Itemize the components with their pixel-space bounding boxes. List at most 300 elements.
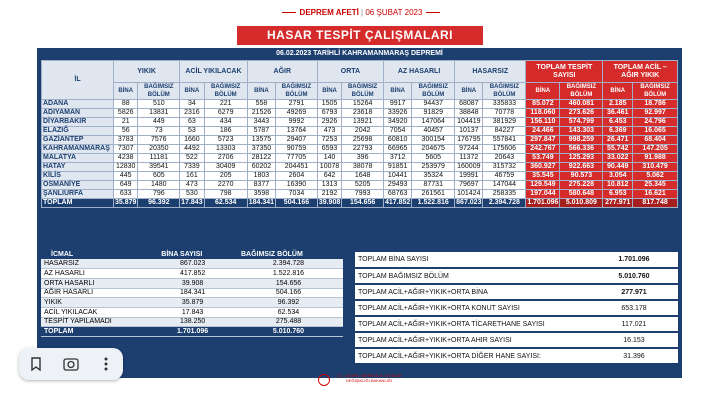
value-cell: 273.626 [560, 109, 603, 118]
value-cell: 2706 [204, 154, 247, 163]
value-cell: 30409 [204, 163, 247, 172]
col-bagimsiz: BAĞIMSIZ BÖLÜM [483, 83, 526, 100]
summary-value: 277.971 [590, 284, 678, 300]
summary-label: TOPLAM BAĞIMSIZ BÖLÜM [355, 268, 590, 284]
value-cell: 10.812 [603, 181, 633, 190]
value-cell: 90759 [276, 145, 318, 154]
ical-row [41, 259, 343, 269]
ical-row [41, 317, 343, 327]
value-cell: 38848 [455, 109, 483, 118]
value-cell: 125.293 [560, 154, 603, 163]
value-cell: 1648 [342, 172, 384, 181]
value-cell: 186 [204, 127, 247, 136]
total-cell: 154.656 [342, 199, 384, 208]
value-cell: 258335 [483, 190, 526, 199]
ical-value: 504.166 [231, 288, 343, 298]
value-cell: 147.205 [633, 145, 678, 154]
value-cell: 21 [114, 118, 138, 127]
value-cell: 35.545 [526, 172, 560, 181]
value-cell: 633 [114, 190, 138, 199]
ical-row [41, 269, 343, 279]
total-cell: 184.341 [248, 199, 275, 206]
table-row [42, 145, 678, 154]
value-cell: 25698 [342, 136, 384, 145]
value-cell: 13575 [247, 136, 275, 145]
value-cell: 4238 [114, 154, 138, 163]
table-row [42, 172, 678, 181]
ical-total-row [41, 327, 343, 337]
total-cell: 1.522.816 [412, 199, 455, 208]
page-title: HASAR TESPİT ÇALIŞMALARI [237, 26, 483, 45]
value-cell: 5205 [342, 181, 384, 190]
value-cell: 460.081 [560, 100, 603, 109]
ical-value: 184.341 [151, 288, 231, 298]
date-label: 06 ŞUBAT 2023 [365, 8, 423, 17]
value-cell: 46759 [483, 172, 526, 181]
province-cell: OSMANİYE [42, 181, 114, 190]
value-cell: 60202 [247, 163, 275, 172]
value-cell: 143.303 [560, 127, 603, 136]
table-row [42, 100, 678, 109]
value-cell: 3712 [384, 154, 412, 163]
header-bar: DEPREM AFETİ | 06 ŞUBAT 2023 [0, 8, 722, 17]
value-cell: 60810 [384, 136, 412, 145]
table-subtitle: 06.02.2023 TARİHLİ KAHRAMANMARAŞ DEPREMİ [276, 50, 443, 57]
value-cell: 12830 [114, 163, 138, 172]
col-bina: BİNA [180, 83, 204, 100]
total-cell: 62.534 [204, 199, 247, 208]
value-cell: 94437 [412, 100, 455, 109]
value-cell: 2791 [276, 100, 318, 109]
value-cell: 2192 [317, 190, 341, 199]
summary-row [355, 300, 678, 316]
value-cell: 26.471 [603, 136, 633, 145]
ical-label: ACİL YIKILACAK [41, 307, 151, 317]
value-cell: 55.742 [603, 145, 633, 154]
total-cell: 417.852 [385, 199, 411, 206]
ical-row [41, 307, 343, 317]
table-row [42, 154, 678, 163]
col-bina: BİNA [526, 83, 560, 100]
col-bagimsiz: BAĞIMSIZ BÖLÜM [560, 83, 603, 100]
total-cell: 39.908 [318, 199, 341, 206]
summary-label: TOPLAM ACİL+AĞIR+YIKIK+ORTA AHIR SAYISI [355, 332, 590, 348]
ical-value: 417.852 [151, 269, 231, 279]
value-cell: 1505 [317, 100, 341, 109]
value-cell: 147044 [483, 181, 526, 190]
value-cell: 33.022 [603, 154, 633, 163]
value-cell: 4492 [180, 145, 204, 154]
ical-value: 17.843 [151, 307, 231, 317]
col-bina: BİNA [384, 83, 412, 100]
value-cell: 197.044 [526, 190, 560, 199]
value-cell: 510 [138, 100, 180, 109]
ical-value: 39.908 [151, 278, 231, 288]
value-cell: 11372 [455, 154, 483, 163]
summary-row [355, 316, 678, 332]
value-cell: 34 [180, 100, 204, 109]
summary-label: TOPLAM ACİL+AĞIR+YIKIK+ORTA DİĞER HANE SAYISI: [355, 348, 590, 364]
value-cell: 3598 [247, 190, 275, 199]
value-cell: 68763 [384, 190, 412, 199]
more-icon[interactable] [95, 353, 117, 375]
value-cell: 335833 [483, 100, 526, 109]
table-row [42, 181, 678, 190]
ical-value: 96.392 [231, 298, 343, 308]
value-cell: 84227 [483, 127, 526, 136]
value-cell: 38078 [342, 163, 384, 172]
value-cell: 205 [204, 172, 247, 181]
total-cell: 1.701.096 [527, 199, 559, 206]
value-cell: 29407 [276, 136, 318, 145]
value-cell: 558 [247, 100, 275, 109]
value-cell: 53.749 [526, 154, 560, 163]
ical-value: 275.488 [231, 317, 343, 327]
value-cell: 473 [317, 127, 341, 136]
value-cell: 434 [204, 118, 247, 127]
col-bagimsiz: BAĞIMSIZ BÖLÜM [412, 83, 455, 100]
value-cell: 161 [180, 172, 204, 181]
table-row [42, 190, 678, 199]
summary-row [355, 268, 678, 284]
value-cell: 7253 [317, 136, 341, 145]
summary-value: 5.010.760 [590, 268, 678, 284]
table-row [42, 109, 678, 118]
province-cell: HATAY [42, 163, 114, 172]
value-cell: 104419 [455, 118, 483, 127]
value-cell: 40457 [412, 127, 455, 136]
value-cell: 1803 [247, 172, 275, 181]
value-cell: 140 [317, 154, 341, 163]
province-cell: ADANA [42, 100, 114, 109]
col-bagimsiz: BAĞIMSIZ BÖLÜM [342, 83, 384, 100]
col-group-total-heavy: TOPLAM ACİL – AĞIR YIKIK [603, 61, 678, 83]
col-il: İL [42, 61, 114, 100]
province-cell: KAHRAMANMARAŞ [42, 145, 114, 154]
value-cell: 297.847 [526, 136, 560, 145]
value-cell: 85.072 [526, 100, 560, 109]
value-cell: 10137 [455, 127, 483, 136]
province-cell: ELAZIĞ [42, 127, 114, 136]
total-cell: 5.010.809 [560, 199, 603, 208]
value-cell: 2604 [276, 172, 318, 181]
value-cell: 176795 [455, 136, 483, 145]
table-row [42, 136, 678, 145]
total-cell: 867.023 [456, 199, 482, 206]
col-bagimsiz: BAĞIMSIZ BÖLÜM [633, 83, 678, 100]
value-cell: 360.927 [526, 163, 560, 172]
value-cell: 1313 [317, 181, 341, 190]
value-cell: 68.404 [633, 136, 678, 145]
col-bina: BİNA [114, 83, 138, 100]
value-cell: 310.479 [633, 163, 678, 172]
value-cell: 87731 [412, 181, 455, 190]
ical-value: 1.522.816 [231, 269, 343, 279]
value-cell: 13921 [342, 118, 384, 127]
summary-label: TOPLAM BİNA SAYISI [355, 252, 590, 268]
value-cell: 23618 [342, 109, 384, 118]
value-cell: 6593 [317, 145, 341, 154]
value-cell: 253979 [412, 163, 455, 172]
value-cell: 530 [180, 190, 204, 199]
value-cell: 3443 [247, 118, 275, 127]
value-cell: 63 [180, 118, 204, 127]
value-cell: 798 [204, 190, 247, 199]
value-cell: 35324 [412, 172, 455, 181]
value-cell: 2042 [342, 127, 384, 136]
value-cell: 7054 [384, 127, 412, 136]
province-cell: DİYARBAKIR [42, 118, 114, 127]
value-cell: 2926 [317, 118, 341, 127]
lens-icon[interactable] [60, 353, 82, 375]
value-cell: 97244 [455, 145, 483, 154]
total-cell: 2.394.728 [483, 199, 526, 208]
ical-header: BAĞIMSIZ BÖLÜM [231, 250, 343, 259]
value-cell: 91851 [384, 163, 412, 172]
value-cell: 396 [342, 154, 384, 163]
col-bagimsiz: BAĞIMSIZ BÖLÜM [276, 83, 318, 100]
ministry-label: T.C. ÇEVRE, ŞEHİRCİLİK VE İKLİM DEĞİŞİKLİĞİ BAKANLIĞI [336, 373, 402, 383]
value-cell: 5787 [247, 127, 275, 136]
total-cell: 17.843 [181, 199, 203, 206]
value-cell: 275.228 [560, 181, 603, 190]
ical-total-label: TOPLAM [41, 327, 151, 337]
value-cell: 68087 [455, 100, 483, 109]
province-cell: GAZİANTEP [42, 136, 114, 145]
value-cell: 5723 [204, 136, 247, 145]
value-cell: 5605 [412, 154, 455, 163]
value-cell: 449 [138, 118, 180, 127]
value-cell: 9917 [384, 100, 412, 109]
value-cell: 129.549 [526, 181, 560, 190]
value-cell: 261561 [412, 190, 455, 199]
value-cell: 6279 [204, 109, 247, 118]
value-cell: 156.110 [526, 118, 560, 127]
value-cell: 642 [317, 172, 341, 181]
value-cell: 36.461 [603, 109, 633, 118]
value-cell: 2316 [180, 109, 204, 118]
value-cell: 66965 [384, 145, 412, 154]
ical-total-value: 5.010.760 [231, 327, 343, 337]
value-cell: 5.062 [633, 172, 678, 181]
col-bina: BİNA [603, 83, 633, 100]
value-cell: 56 [114, 127, 138, 136]
value-cell: 13764 [276, 127, 318, 136]
col-bagimsiz: BAĞIMSIZ BÖLÜM [138, 83, 180, 100]
value-cell: 557841 [483, 136, 526, 145]
value-cell: 5826 [114, 109, 138, 118]
summary-value: 16.153 [590, 332, 678, 348]
col-group: AZ HASARLI [384, 61, 455, 83]
summary-value: 1.701.096 [590, 252, 678, 268]
province-cell: ADIYAMAN [42, 109, 114, 118]
value-cell: 22793 [342, 145, 384, 154]
total-cell: 277.971 [603, 199, 633, 208]
value-cell: 6793 [317, 109, 341, 118]
value-cell: 10078 [317, 163, 341, 172]
value-cell: 796 [138, 190, 180, 199]
value-cell: 566.336 [560, 145, 603, 154]
value-cell: 34920 [384, 118, 412, 127]
table-row [42, 118, 678, 127]
ical-label: AZ HASARLI [41, 269, 151, 279]
value-cell: 160009 [455, 163, 483, 172]
value-cell: 1660 [180, 136, 204, 145]
value-cell: 10441 [384, 172, 412, 181]
value-cell: 9992 [276, 118, 318, 127]
value-cell: 6.453 [603, 118, 633, 127]
ical-header: BİNA SAYISI [151, 250, 231, 259]
value-cell: 649 [114, 181, 138, 190]
ical-value: 154.656 [231, 278, 343, 288]
table-row [42, 127, 678, 136]
total-cell: 96.392 [138, 199, 180, 208]
value-cell: 24.466 [526, 127, 560, 136]
summary-icmal-table [41, 250, 343, 337]
value-cell: 7307 [114, 145, 138, 154]
total-row [42, 199, 678, 208]
value-cell: 20350 [138, 145, 180, 154]
summary-row [355, 284, 678, 300]
ical-label: TESPİT YAPILAMADI [41, 317, 151, 327]
value-cell: 6.953 [603, 190, 633, 199]
value-cell: 16.065 [633, 127, 678, 136]
value-cell: 118.060 [526, 109, 560, 118]
value-cell: 18.786 [633, 100, 678, 109]
value-cell: 605 [138, 172, 180, 181]
value-cell: 580.648 [560, 190, 603, 199]
col-group: ACİL YIKILACAK [180, 61, 248, 83]
value-cell: 70778 [483, 109, 526, 118]
value-cell: 204675 [412, 145, 455, 154]
col-group: AĞIR [247, 61, 317, 83]
summary-label: TOPLAM ACİL+AĞIR+YIKIK+ORTA TİCARETHANE SAYISI [355, 316, 590, 332]
value-cell: 79697 [455, 181, 483, 190]
damage-table [41, 60, 678, 208]
ical-row [41, 288, 343, 298]
col-bina: BİNA [247, 83, 275, 100]
value-cell: 204451 [276, 163, 318, 172]
value-cell: 7993 [342, 190, 384, 199]
event-label: DEPREM AFETİ [299, 8, 359, 17]
summary-label: TOPLAM ACİL+AĞIR+YIKIK+ORTA KONUT SAYISI [355, 300, 590, 316]
province-cell: ŞANLIURFA [42, 190, 114, 199]
value-cell: 88 [114, 100, 138, 109]
value-cell: 28122 [247, 154, 275, 163]
value-cell: 574.799 [560, 118, 603, 127]
value-cell: 15264 [342, 100, 384, 109]
summary-label: TOPLAM ACİL+AĞIR+YIKIK+ORTA BİNA [355, 284, 590, 300]
value-cell: 2.185 [603, 100, 633, 109]
value-cell: 91.988 [633, 154, 678, 163]
value-cell: 2270 [204, 181, 247, 190]
value-cell: 445 [114, 172, 138, 181]
province-cell: KİLİS [42, 172, 114, 181]
col-bina: BİNA [317, 83, 341, 100]
value-cell: 24.796 [633, 118, 678, 127]
province-cell: MALATYA [42, 154, 114, 163]
table-row [42, 163, 678, 172]
value-cell: 53 [180, 127, 204, 136]
total-cell: 504.166 [276, 199, 318, 208]
value-cell: 7034 [276, 190, 318, 199]
value-cell: 21526 [247, 109, 275, 118]
col-bagimsiz: BAĞIMSIZ BÖLÜM [204, 83, 247, 100]
value-cell: 92.997 [633, 109, 678, 118]
value-cell: 300154 [412, 136, 455, 145]
value-cell: 90.573 [560, 172, 603, 181]
value-cell: 3783 [114, 136, 138, 145]
summary-value: 653.178 [590, 300, 678, 316]
image-toolbar [19, 348, 123, 380]
value-cell: 73 [138, 127, 180, 136]
value-cell: 7339 [180, 163, 204, 172]
value-cell: 381929 [483, 118, 526, 127]
value-cell: 3.054 [603, 172, 633, 181]
value-cell: 473 [180, 181, 204, 190]
ical-label: ORTA HASARLI [41, 278, 151, 288]
ical-value: 2.394.728 [231, 259, 343, 269]
ical-label: HASARSIZ [41, 259, 151, 269]
col-bina: BİNA [455, 83, 483, 100]
ical-value: 62.534 [231, 307, 343, 317]
ical-label: YIKIK [41, 298, 151, 308]
total-label: TOPLAM [42, 199, 114, 208]
value-cell: 6.369 [603, 127, 633, 136]
value-cell: 1480 [138, 181, 180, 190]
value-cell: 29493 [384, 181, 412, 190]
value-cell: 242.767 [526, 145, 560, 154]
total-cell: 35.879 [115, 199, 137, 206]
ical-header: İCMAL [41, 250, 151, 259]
value-cell: 7576 [138, 136, 180, 145]
value-cell: 39541 [138, 163, 180, 172]
value-cell: 175606 [483, 145, 526, 154]
value-cell: 25.345 [633, 181, 678, 190]
value-cell: 33926 [384, 109, 412, 118]
summary-row [355, 332, 678, 348]
value-cell: 49269 [276, 109, 318, 118]
ical-value: 138.250 [151, 317, 231, 327]
summary-row [355, 348, 678, 364]
ical-row [41, 278, 343, 288]
value-cell: 90.449 [603, 163, 633, 172]
value-cell: 20643 [483, 154, 526, 163]
value-cell: 37350 [247, 145, 275, 154]
value-cell: 11181 [138, 154, 180, 163]
value-cell: 19991 [455, 172, 483, 181]
col-group: ORTA [317, 61, 383, 83]
bookmark-icon[interactable] [25, 353, 47, 375]
total-cell: 817.748 [633, 199, 678, 208]
summary-value: 117.021 [590, 316, 678, 332]
ical-value: 35.879 [151, 298, 231, 308]
value-cell: 315732 [483, 163, 526, 172]
ical-row [41, 298, 343, 308]
totals-table [355, 252, 678, 365]
col-group: YIKIK [114, 61, 180, 83]
summary-row [355, 252, 678, 268]
col-group: HASARSIZ [455, 61, 526, 83]
value-cell: 522 [180, 154, 204, 163]
value-cell: 221 [204, 100, 247, 109]
value-cell: 16.621 [633, 190, 678, 199]
value-cell: 998.259 [560, 136, 603, 145]
value-cell: 13303 [204, 145, 247, 154]
value-cell: 91829 [412, 109, 455, 118]
col-group-total: TOPLAM TESPİT SAYISI [526, 61, 603, 83]
ical-value: 867.023 [151, 259, 231, 269]
